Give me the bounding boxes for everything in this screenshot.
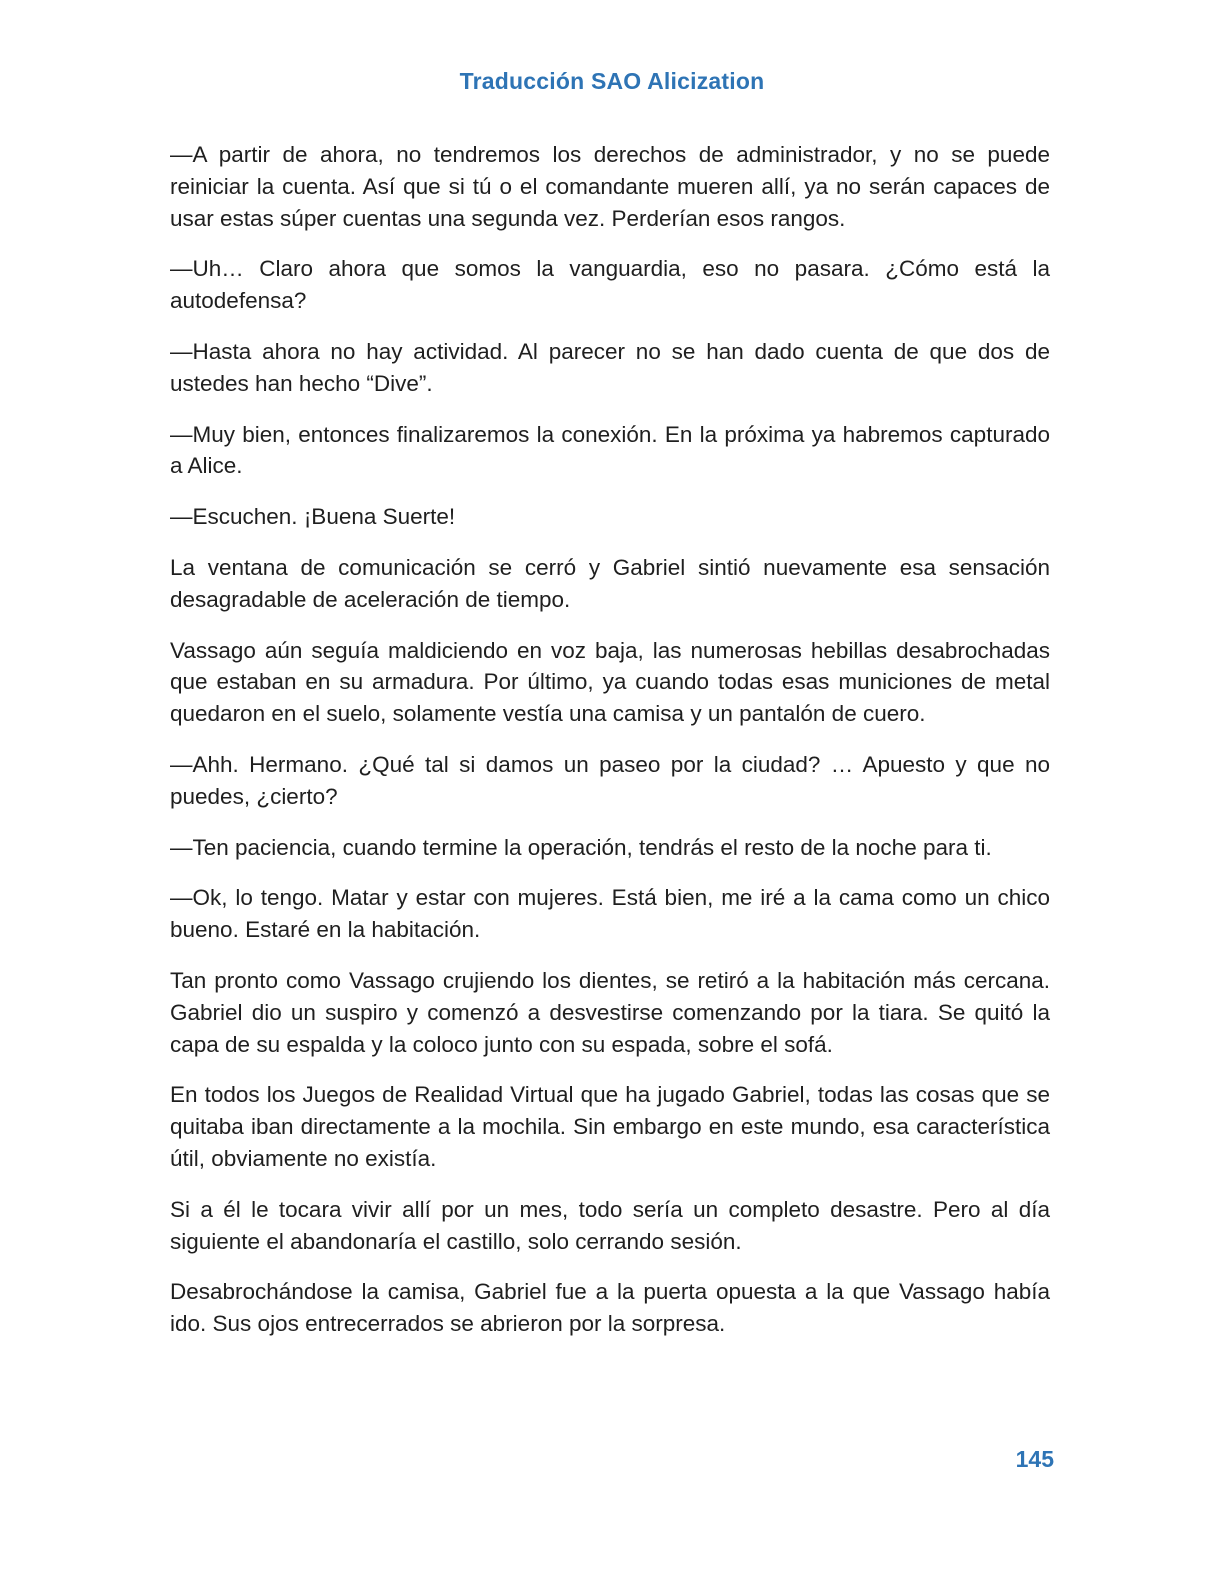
paragraph: —Ahh. Hermano. ¿Qué tal si damos un paseo por la ciudad? … Apuesto y que no puedes, ¿cierto?	[170, 751, 1050, 809]
page-number: 145	[1015, 1446, 1054, 1472]
paragraph: —Uh… Claro ahora que somos la vanguardia, eso no pasara. ¿Cómo está la autodefensa?	[170, 256, 1050, 314]
paragraph: —Hasta ahora no hay actividad. Al parecer no se han dado cuenta de que dos de ustedes han hecho “Dive”.	[170, 338, 1050, 396]
paragraph: —Muy bien, entonces finalizaremos la conexión. En la próxima ya habremos capturado a Alice.	[170, 421, 1050, 479]
paragraph: —Escuchen. ¡Buena Suerte!	[170, 504, 456, 530]
paragraph: En todos los Juegos de Realidad Virtual que ha jugado Gabriel, todas las cosas que se quitaba iban directamente a la mochila. Sin embargo en este mundo, esa característica útil, obviamente no existía.	[170, 1082, 1050, 1171]
paragraph: Vassago aún seguía maldiciendo en voz baja, las numerosas hebillas desabrochadas que estaban en su armadura. Por último, ya cuando todas esas municiones de metal quedaron en el suelo, solamente vestía una camisa y un pantalón de cuero.	[170, 637, 1050, 727]
paragraph: Desabrochándose la camisa, Gabriel fue a la puerta opuesta a la que Vassago había ido. Sus ojos entrecerrados se abrieron por la sorpresa.	[170, 1279, 1050, 1337]
running-header-title: Traducción SAO Alicization	[459, 68, 765, 94]
paragraph: Si a él le tocara vivir allí por un mes, todo sería un completo desastre. Pero al día siguiente el abandonaría el castillo, solo cerrando sesión.	[170, 1196, 1050, 1254]
paragraph: —Ok, lo tengo. Matar y estar con mujeres. Está bien, me iré a la cama como un chico bueno. Estaré en la habitación.	[170, 885, 1050, 943]
paragraph: —A partir de ahora, no tendremos los derechos de administrador, y no se puede reiniciar la cuenta. Así que si tú o el comandante mueren allí, ya no serán capaces de usar estas súper cuentas una segunda vez. Perderían esos rangos.	[170, 142, 1050, 231]
paragraph: Tan pronto como Vassago crujiendo los dientes, se retiró a la habitación más cercana. Gabriel dio un suspiro y comenzó a desvestirse comenzando por la tiara. Se quitó la capa de su espalda y la coloco junto con su espada, sobre el sofá.	[170, 967, 1050, 1057]
paragraph: —Ten paciencia, cuando termine la operación, tendrás el resto de la noche para ti.	[170, 834, 992, 860]
body-text	[170, 139, 1050, 1359]
paragraph: La ventana de comunicación se cerró y Gabriel sintió nuevamente esa sensación desagradable de aceleración de tiempo.	[170, 554, 1050, 612]
